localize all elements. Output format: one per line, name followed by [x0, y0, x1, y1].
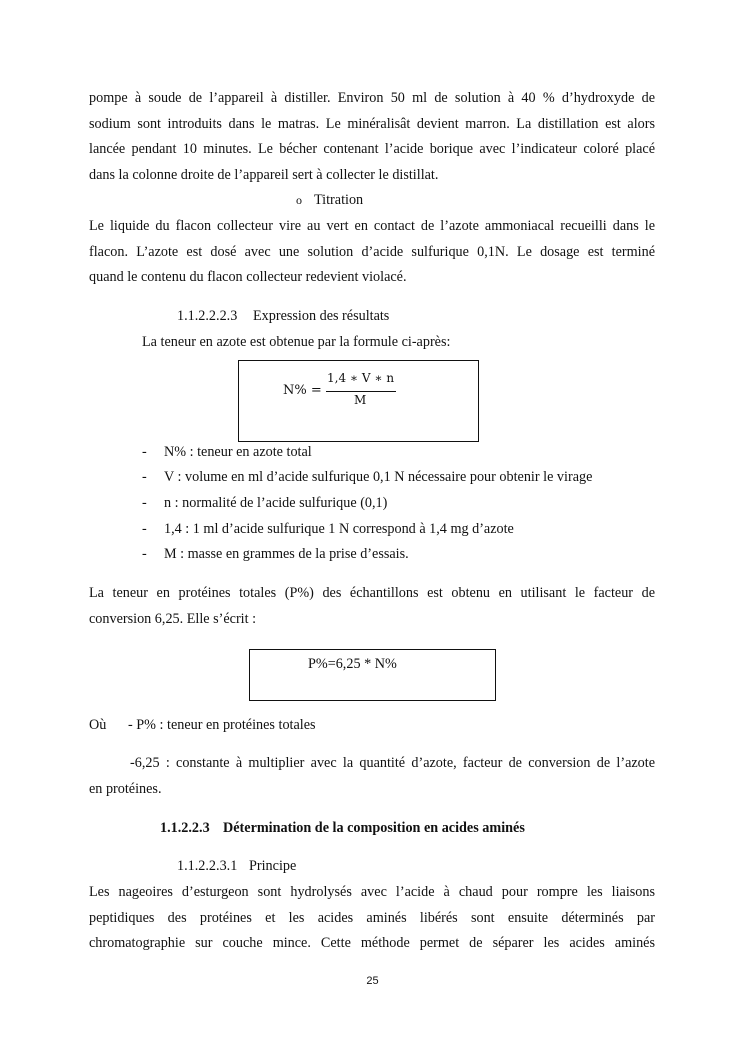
page-number: 25: [366, 975, 379, 987]
paragraph-line: chromatographie sur couche mince. Cette méthode permet de séparer les acides aminés: [89, 935, 655, 951]
paragraph-line: pompe à soude de l’appareil à distiller. Environ 50 ml de solution à 40 % d’hydroxyde de: [89, 90, 655, 106]
fraction-bar: [326, 391, 396, 392]
formula-numerator: 1,4 ∗ V ∗ n: [327, 371, 395, 385]
section-number: 1.1.2.2.2.3: [177, 308, 238, 324]
section-title: Principe: [249, 858, 297, 874]
paragraph-line: -6,25 : constante à multiplier avec la quantité d’azote, facteur de conversion de l’azote: [130, 755, 655, 771]
paragraph-line: sodium sont introduits dans le matras. Le minéralisât devient marron. La distillation est alors: [89, 116, 655, 132]
list-dash: -: [142, 444, 147, 460]
section-title: Détermination de la composition en acides aminés: [223, 820, 525, 836]
where-label: Où: [89, 717, 107, 733]
paragraph-line: quand le contenu du flacon collecteur redevient violacé.: [89, 269, 407, 285]
where-item: - P% : teneur en protéines totales: [128, 717, 316, 733]
protein-formula: P%=6,25 * N%: [308, 656, 397, 672]
paragraph-line: peptidiques des protéines et les acides aminés libérés sont ensuite déterminés par: [89, 910, 655, 926]
formula-box: [238, 360, 479, 442]
paragraph-line: lancée pendant 10 minutes. Le bécher contenant l’acide borique avec l’indicateur coloré placé: [89, 141, 655, 157]
list-dash: -: [142, 521, 147, 537]
circle-bullet-icon: o: [296, 193, 302, 207]
paragraph-line: flacon. L’azote est dosé avec une solution d’acide sulfurique 0,1N. Le dosage est terminé: [89, 244, 655, 260]
paragraph-line: dans la colonne droite de l’appareil sert à collecter le distillat.: [89, 167, 439, 183]
list-item: n : normalité de l’acide sulfurique (0,1): [164, 495, 388, 511]
formula-denominator: M: [354, 393, 367, 407]
section-title: Expression des résultats: [253, 308, 390, 324]
paragraph-line: Le liquide du flacon collecteur vire au vert en contact de l’azote ammoniacal recueilli dans le: [89, 218, 655, 234]
section-number: 1.1.2.2.3.1: [177, 858, 238, 874]
list-item: N% : teneur en azote total: [164, 444, 312, 460]
section-number: 1.1.2.2.3: [160, 820, 210, 836]
formula-lhs: N% =: [283, 383, 322, 398]
protein-formula-box: [249, 649, 496, 701]
list-item: 1,4 : 1 ml d’acide sulfurique 1 N correspond à 1,4 mg d’azote: [164, 521, 514, 537]
paragraph-line: en protéines.: [89, 781, 162, 797]
paragraph-line: conversion 6,25. Elle s’écrit :: [89, 611, 257, 627]
list-dash: -: [142, 546, 147, 562]
list-dash: -: [142, 495, 147, 511]
list-item: V : volume en ml d’acide sulfurique 0,1 N nécessaire pour obtenir le virage: [164, 469, 593, 485]
list-dash: -: [142, 469, 147, 485]
list-item: M : masse en grammes de la prise d’essais.: [164, 546, 409, 562]
titration-heading: Titration: [314, 192, 364, 208]
formula-intro: La teneur en azote est obtenue par la formule ci-après:: [142, 334, 451, 350]
paragraph-line: La teneur en protéines totales (P%) des échantillons est obtenu en utilisant le facteur de: [89, 585, 655, 601]
paragraph-line: Les nageoires d’esturgeon sont hydrolysés avec l’acide à chaud pour rompre les liaisons: [89, 884, 655, 900]
